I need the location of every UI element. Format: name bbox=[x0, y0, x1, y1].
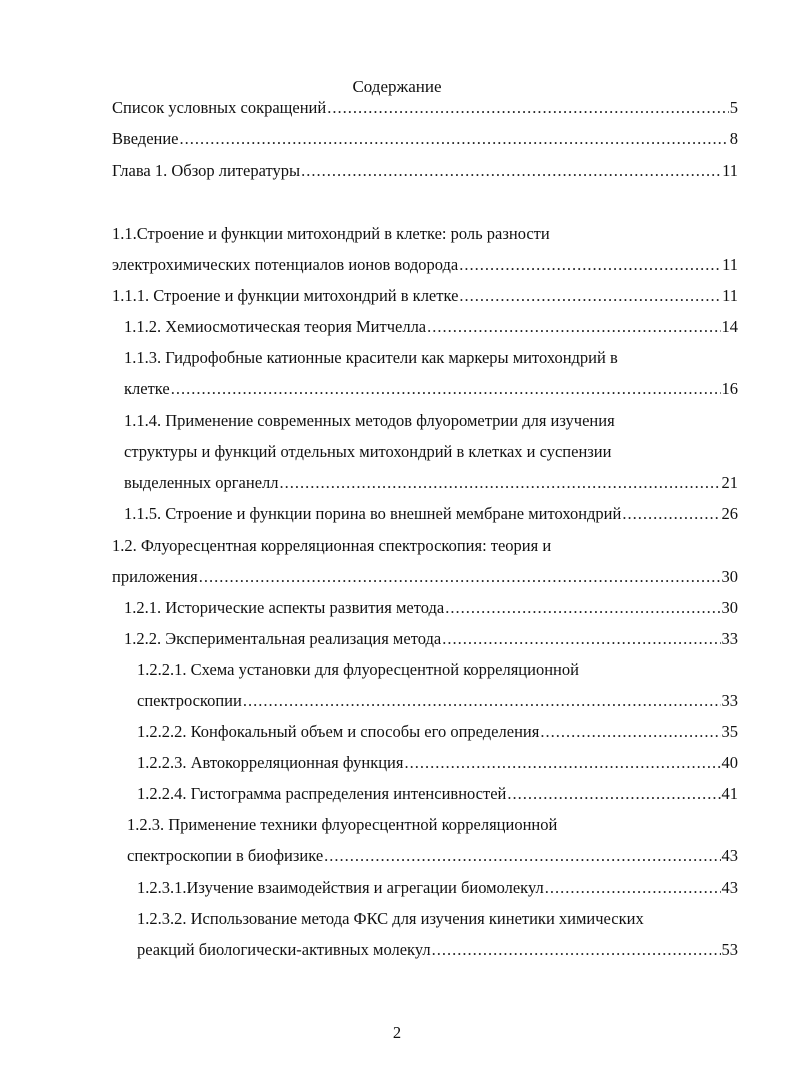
toc-entry[interactable] bbox=[112, 567, 738, 587]
toc-entry-page: 16 bbox=[721, 379, 738, 398]
toc-entry[interactable] bbox=[137, 878, 738, 898]
toc-entry-page: 11 bbox=[722, 255, 738, 274]
toc-entry[interactable] bbox=[124, 598, 738, 618]
toc-entry-text: выделенных органелл bbox=[124, 473, 279, 492]
toc-title: Содержание bbox=[352, 77, 442, 96]
toc-entry[interactable] bbox=[137, 691, 738, 711]
toc-leader-dots bbox=[622, 504, 720, 524]
toc-entry-page: 43 bbox=[721, 878, 738, 897]
toc-entry-text: электрохимических потенциалов ионов водорода bbox=[112, 255, 459, 274]
toc-entry[interactable] bbox=[112, 286, 738, 306]
toc-entry-text[interactable]: 1.2.2.1. Схема установки для флуоресцентной корреляционной bbox=[137, 660, 579, 679]
toc-entry[interactable] bbox=[112, 161, 738, 181]
toc-entry-text[interactable]: 1.1.3. Гидрофобные катионные красители как маркеры митохондрий в bbox=[124, 348, 618, 367]
toc-entry-text: 1.2.2. Экспериментальная реализация метода bbox=[124, 629, 442, 648]
toc-entry-text: 1.2.2.3. Автокорреляционная функция bbox=[137, 753, 404, 772]
toc-leader-dots bbox=[404, 753, 720, 773]
toc-leader-dots bbox=[327, 98, 729, 118]
toc-entry[interactable] bbox=[124, 317, 738, 337]
toc-entry[interactable] bbox=[112, 129, 738, 149]
toc-entry[interactable] bbox=[112, 255, 738, 275]
toc-entry-text[interactable]: 1.2.3. Применение техники флуоресцентной корреляционной bbox=[127, 815, 558, 834]
toc-entry-text: приложения bbox=[112, 567, 198, 586]
toc-entry-page: 33 bbox=[721, 629, 738, 648]
toc-entry-page: 11 bbox=[722, 286, 738, 305]
toc-entry-page: 21 bbox=[721, 473, 738, 492]
page-number: 2 bbox=[392, 1023, 402, 1042]
toc-entry-page: 33 bbox=[721, 691, 738, 710]
toc-entry-text: Список условных сокращений bbox=[112, 98, 327, 117]
toc-entry-text: структуры и функций отдельных митохондрий в клетках и суспензии bbox=[124, 442, 612, 461]
toc-leader-dots bbox=[459, 286, 721, 306]
toc-entry-text: реакций биологически-активных молекул bbox=[137, 940, 431, 959]
toc-leader-dots bbox=[199, 567, 721, 587]
toc-entry-page: 53 bbox=[721, 940, 738, 959]
toc-entry-text: Глава 1. Обзор литературы bbox=[112, 161, 301, 180]
toc-entry-text: спектроскопии в биофизике bbox=[127, 846, 324, 865]
toc-entry[interactable] bbox=[127, 846, 738, 866]
toc-entry-page: 5 bbox=[729, 98, 738, 117]
toc-leader-dots bbox=[324, 846, 720, 866]
toc-entry[interactable] bbox=[137, 784, 738, 804]
toc-entry-page: 40 bbox=[721, 753, 738, 772]
toc-leader-dots bbox=[540, 722, 720, 742]
toc-leader-dots bbox=[180, 129, 729, 149]
toc-entry-page: 14 bbox=[721, 317, 738, 336]
toc-entry-text: 1.2.2.4. Гистограмма распределения интенсивностей bbox=[137, 784, 507, 803]
toc-entry-page: 8 bbox=[729, 129, 738, 148]
toc-leader-dots bbox=[507, 784, 720, 804]
toc-leader-dots bbox=[301, 161, 721, 181]
toc-entry-text[interactable]: 1.2. Флуоресцентная корреляционная спектроскопия: теория и bbox=[112, 536, 552, 555]
toc-leader-dots bbox=[427, 317, 720, 337]
toc-entry-page: 35 bbox=[721, 722, 738, 741]
toc-entry[interactable] bbox=[124, 629, 738, 649]
toc-entry[interactable] bbox=[124, 379, 738, 399]
toc-leader-dots bbox=[171, 379, 721, 399]
toc-entry-text: спектроскопии bbox=[137, 691, 242, 710]
toc-entry-text: Введение bbox=[112, 129, 179, 148]
toc-leader-dots bbox=[432, 940, 721, 960]
toc-entry-text[interactable]: 1.1.4. Применение современных методов флуорометрии для изучения bbox=[124, 411, 615, 430]
toc-leader-dots bbox=[459, 255, 721, 275]
toc-entry-text: 1.1.1. Строение и функции митохондрий в клетке bbox=[112, 286, 459, 305]
toc-entry-text: 1.2.3.1.Изучение взаимодействия и агрегации биомолекул bbox=[137, 878, 544, 897]
toc-entry-text[interactable]: 1.2.3.2. Использование метода ФКС для изучения кинетики химических bbox=[137, 909, 644, 928]
toc-entry-text: 1.1.5. Строение и функции порина во внешней мембране митохондрий bbox=[124, 504, 622, 523]
toc-leader-dots bbox=[442, 629, 720, 649]
toc-entry-page: 43 bbox=[721, 846, 738, 865]
toc-entry[interactable] bbox=[112, 98, 738, 118]
toc-leader-dots bbox=[545, 878, 721, 898]
toc-entry-page: 41 bbox=[721, 784, 738, 803]
toc-entry-page: 26 bbox=[721, 504, 738, 523]
toc-entry-text: 1.2.2.2. Конфокальный объем и способы его определения bbox=[137, 722, 540, 741]
toc-entry[interactable] bbox=[137, 940, 738, 960]
toc-leader-dots bbox=[445, 598, 720, 618]
toc-entry-page: 11 bbox=[722, 161, 738, 180]
toc-entry[interactable] bbox=[124, 504, 738, 524]
toc-entry-text: клетке bbox=[124, 379, 170, 398]
toc-entry-page: 30 bbox=[721, 567, 738, 586]
toc-entry-text: 1.1.2. Хемиосмотическая теория Митчелла bbox=[124, 317, 427, 336]
toc-leader-dots bbox=[243, 691, 721, 711]
toc-entry-text[interactable]: 1.1.Строение и функции митохондрий в клетке: роль разности bbox=[112, 224, 550, 243]
toc-entry[interactable] bbox=[137, 722, 738, 742]
toc-entry-text: 1.2.1. Исторические аспекты развития метода bbox=[124, 598, 445, 617]
toc-leader-dots bbox=[280, 473, 721, 493]
toc-entry[interactable] bbox=[124, 473, 738, 493]
toc-entry[interactable] bbox=[137, 753, 738, 773]
toc-entry-page: 30 bbox=[721, 598, 738, 617]
